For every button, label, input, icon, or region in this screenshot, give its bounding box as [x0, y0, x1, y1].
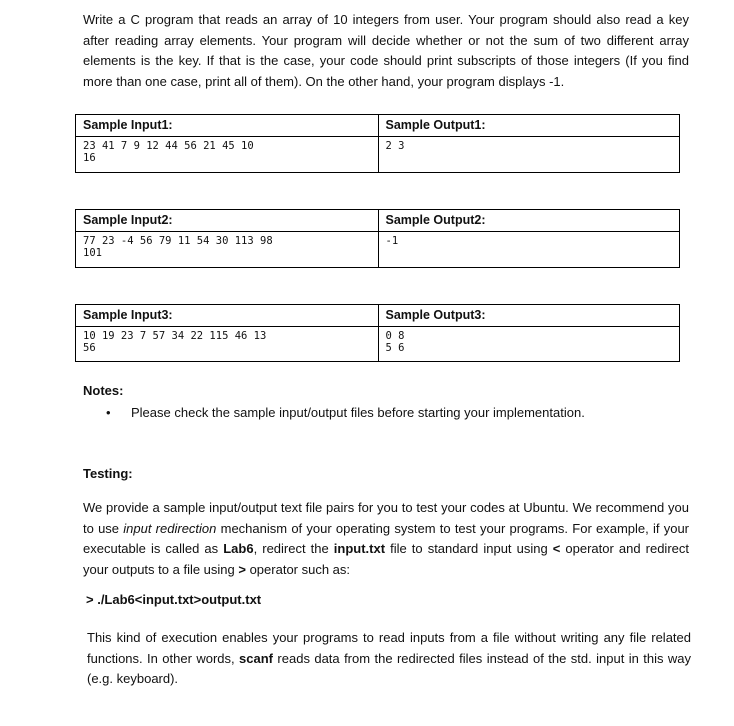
sample-input-cell [76, 210, 378, 267]
executable-name: Lab6 [223, 541, 254, 557]
sample-input-cell [76, 115, 378, 172]
sample-input-label: Sample Input3: [76, 305, 378, 327]
sample-output-label: Sample Output1: [379, 115, 680, 137]
sample-input-value: 23 41 7 9 12 44 56 21 45 10 16 [83, 140, 254, 164]
sample-table-3 [75, 304, 680, 362]
notes-item: Please check the sample input/output files before starting your implementation. [131, 405, 585, 420]
input-file-name: input.txt [333, 541, 386, 557]
sample-table-2 [75, 209, 680, 268]
sample-output-cell [378, 210, 680, 267]
testing-paragraph [83, 498, 689, 581]
text-run: , redirect the [253, 541, 334, 557]
notes-heading: Notes: [83, 383, 124, 398]
problem-statement: Write a C program that reads an array of 10 integers from user. Your program should also read a key after reading array elements. Your program will decide whether or not the sum of two different array elements is the key. If that is the case, your code should print subscripts of those integers (If you find more than one case, print all of them). On the other hand, your program displays -1. [83, 12, 689, 90]
sample-output-cell [378, 305, 680, 361]
input-redirection-term: input redirection [123, 520, 217, 536]
sample-input-cell [76, 305, 378, 361]
sample-input-value: 10 19 23 7 57 34 22 115 46 13 56 [83, 330, 267, 354]
text-run: We provide a sample input/output text file pairs for you to test your codes at Ubuntu. We recommend you to use [83, 500, 689, 536]
greater-than-operator: > [238, 562, 246, 578]
sample-input-value: 77 23 -4 56 79 11 54 30 113 98 101 [83, 235, 273, 259]
sample-output-label: Sample Output2: [379, 210, 680, 232]
sample-input-label: Sample Input2: [76, 210, 378, 232]
text-run: This kind of execution enables your programs to read inputs from a file without writing any file related functions. In other words, [87, 630, 691, 666]
example-command: > ./Lab6<input.txt>output.txt [86, 592, 262, 607]
bullet-icon: • [106, 405, 111, 420]
text-run: file to standard input using [385, 541, 553, 557]
text-run: mechanism of your operating system to test your programs. For example, if your executable is called as [83, 520, 689, 557]
sample-output-cell [378, 115, 680, 172]
sample-output-label: Sample Output3: [379, 305, 680, 327]
sample-output-value: -1 [385, 235, 399, 247]
execution-paragraph [87, 628, 691, 690]
sample-table-1 [75, 114, 680, 173]
sample-output-value: 2 3 [385, 140, 405, 152]
less-than-operator: < [552, 541, 561, 557]
text-run: reads data from the redirected files instead of the std. input in this way (e.g. keyboard). [87, 650, 691, 687]
scanf-term: scanf [239, 650, 274, 666]
testing-heading: Testing: [83, 466, 133, 481]
sample-input-label: Sample Input1: [76, 115, 378, 137]
sample-output-value: 0 8 5 6 [385, 330, 405, 354]
text-run: operator such as: [245, 562, 351, 578]
text-run: operator and redirect your outputs to a file using [83, 541, 689, 578]
